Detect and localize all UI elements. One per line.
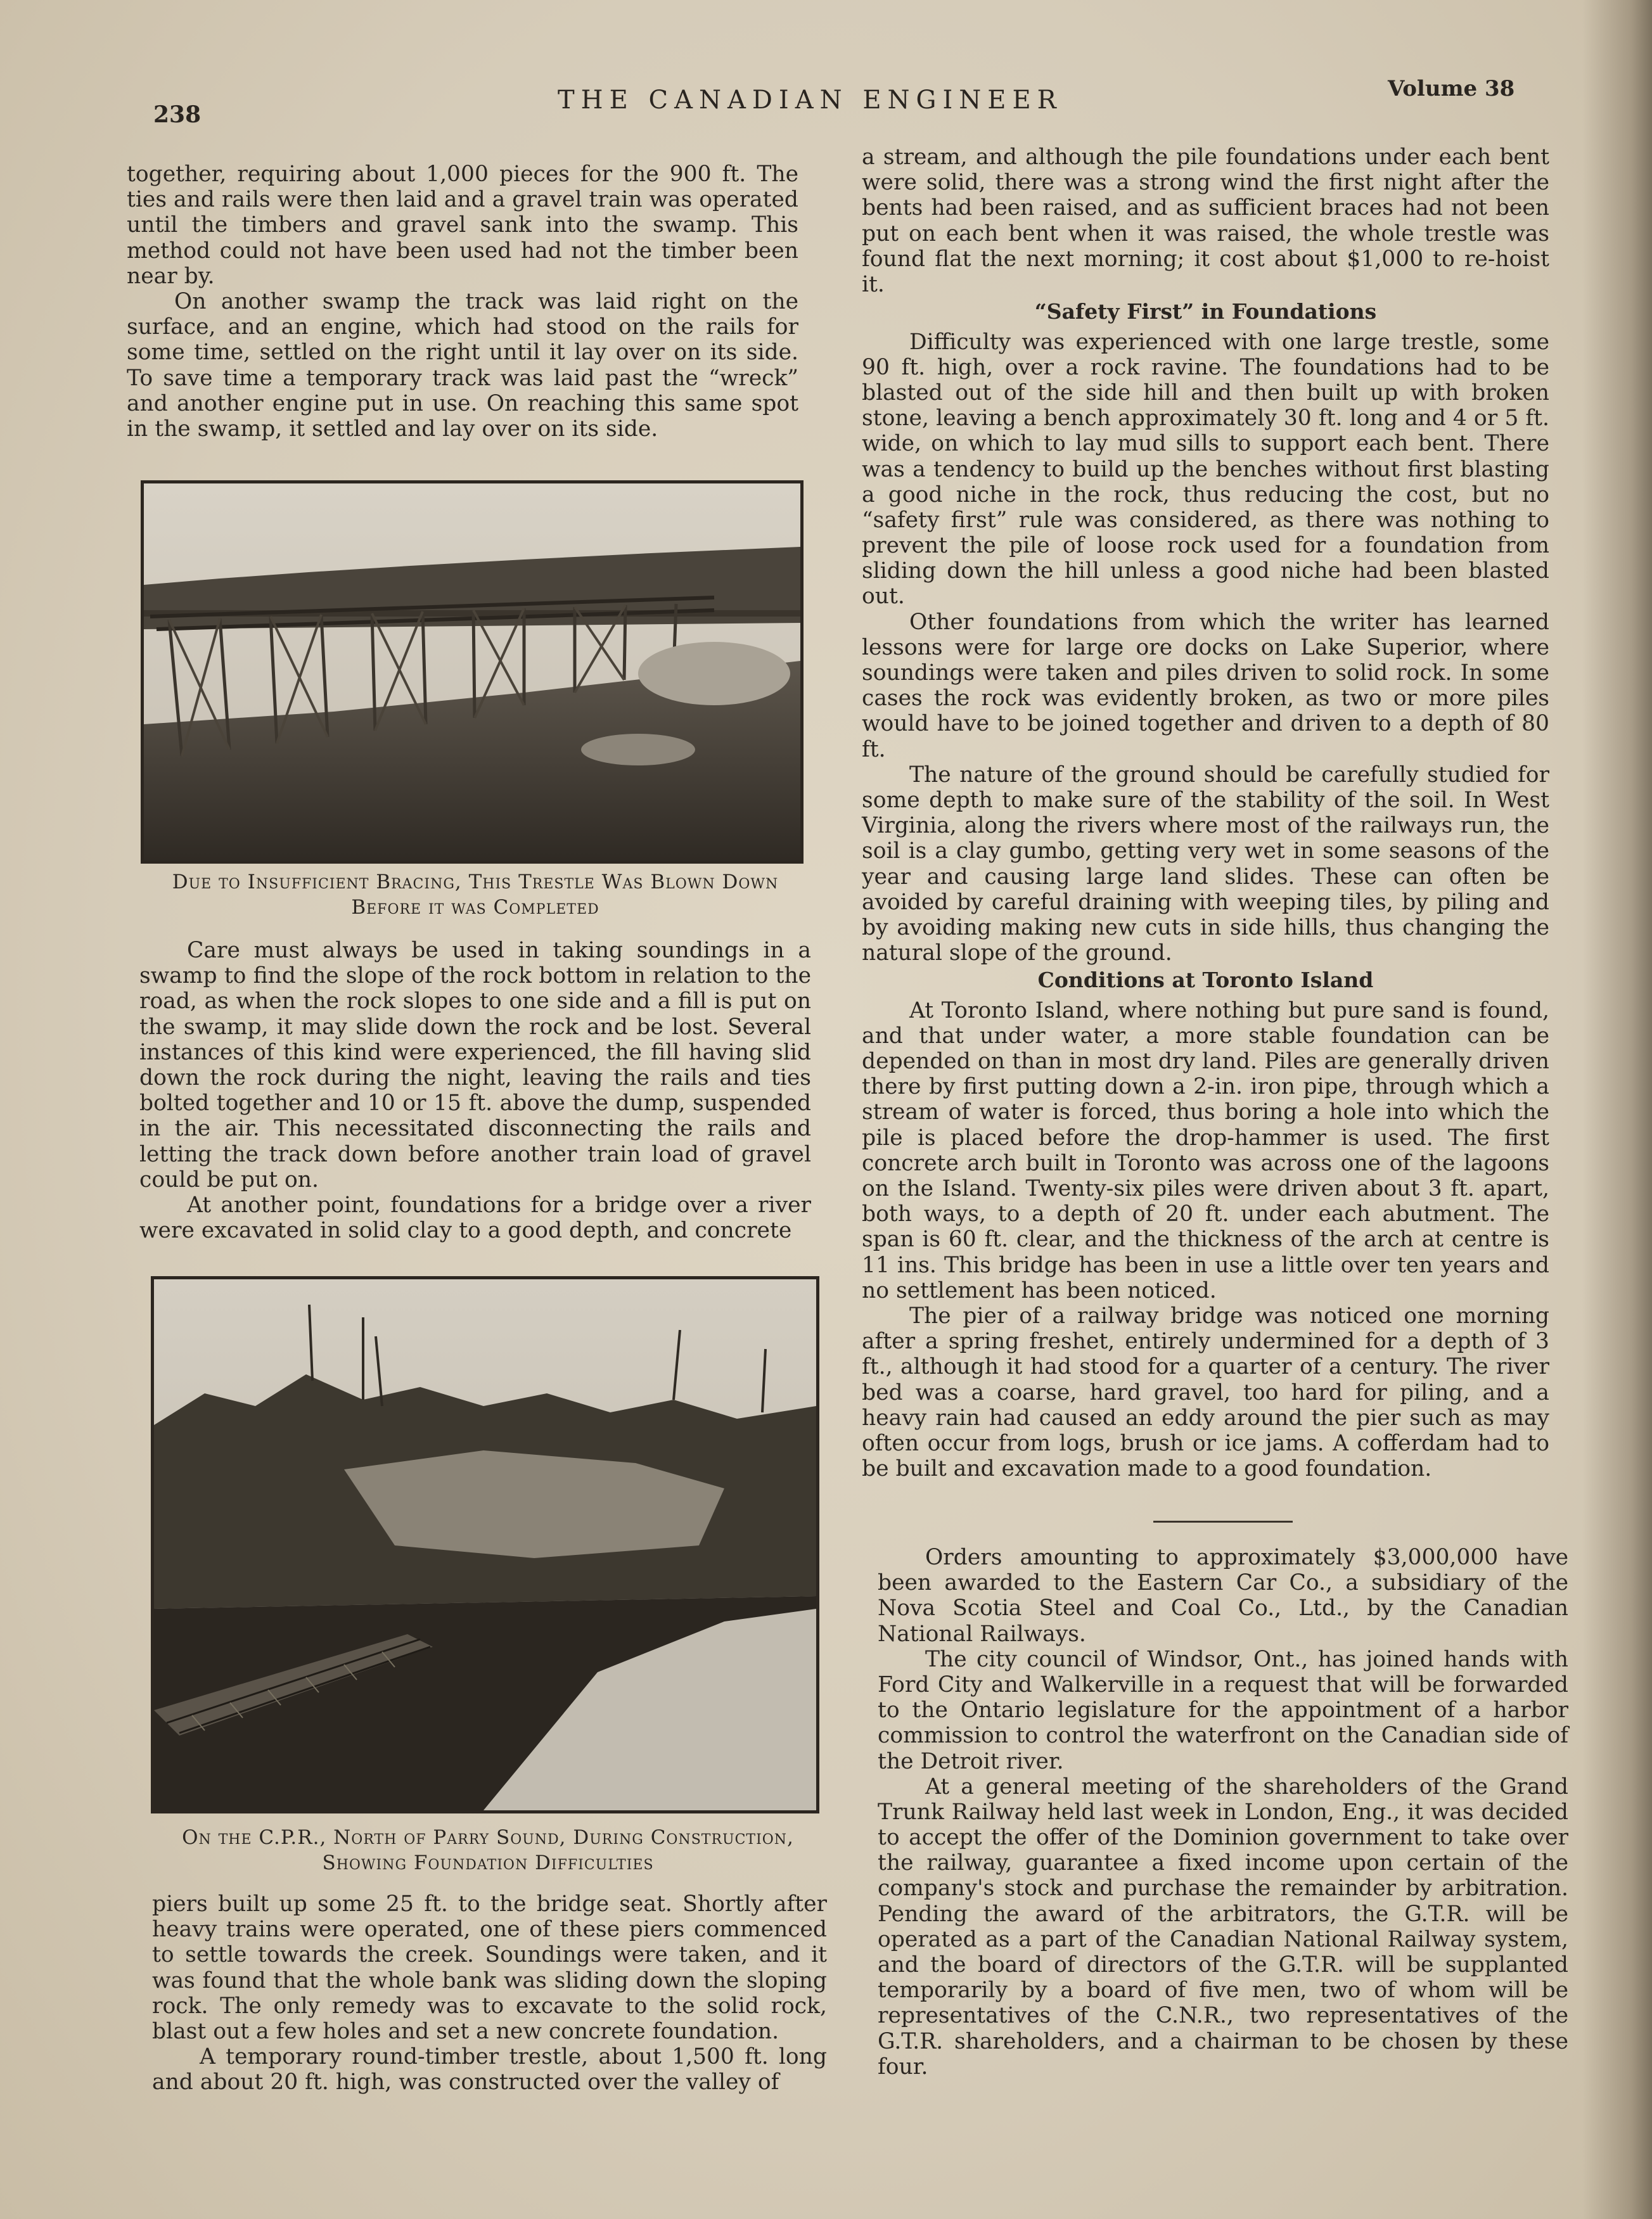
paragraph: The nature of the ground should be carefully studied for some depth to make sure of the stability of the soil. In West Virginia, along the rivers where most of the railways run, the soil is a clay gumbo, getting very wet in some seasons of the year and causing large land slides. These can often be avoided by careful draining with weeping tiles, by piling and by avoiding making new cuts in side hills, thus changing the natural slope of the ground. xyxy=(862,762,1549,966)
railway-construction-photo xyxy=(151,1276,819,1813)
section-heading: Conditions at Toronto Island xyxy=(1037,968,1374,993)
paragraph: At another point, foundations for a bridge over a river were excavated in solid clay to a good depth, and concrete xyxy=(139,1192,811,1244)
paragraph: Difficulty was experienced with one large trestle, some 90 ft. high, over a rock ravine. The foundations had to be blasted out of the side hill and then built up with broken stone, leaving a bench approximately 30 ft. long and 4 or 5 ft. wide, on which to lay mud sills to support each bent. There was a tendency to build up the benches without first blasting a good niche in the rock, thus reducing the cost, but no “safety first” rule was considered, as there was nothing to prevent the pile of loose rock used for a foundation from sliding down the hill unless a good niche had been blasted out. xyxy=(862,329,1549,610)
trestle-photo xyxy=(141,480,804,864)
left-column-bottom xyxy=(152,1891,827,2095)
left-column-middle xyxy=(139,938,811,1243)
section-heading: “Safety First” in Foundations xyxy=(1034,299,1377,324)
paragraph: Other foundations from which the writer has learned lessons were for large ore docks on Lake Superior, where soundings were taken and piles driven to solid rock. In some cases the rock was evidently broken, as two or more piles would have to be joined together and driven to a depth of 80 ft. xyxy=(862,609,1549,762)
photo-caption: Due to Insufficient Bracing, This Trestle Was Blown Down Before it was Completed xyxy=(172,871,779,919)
paragraph: The pier of a railway bridge was noticed one morning after a spring freshet, entirely undermined for a depth of 3 ft., although it had stood for a quarter of a century. The river bed was a coarse, hard gravel, too hard for piling, and a heavy rain had caused an eddy around the pier such as may often occur from logs, brush or ice jams. A cofferdam had to be built and excavation made to a good foundation. xyxy=(862,1303,1549,1482)
section-divider xyxy=(1153,1521,1293,1523)
right-column-bottom xyxy=(878,1545,1568,2080)
paragraph: together, requiring about 1,000 pieces for the 900 ft. The ties and rails were then laid and a gravel train was operated until the timbers and gravel sank into the swamp. This method could not have been used had not the timber been near by. xyxy=(127,162,798,289)
paragraph: At a general meeting of the shareholders of the Grand Trunk Railway held last week in London, Eng., it was decided to accept the offer of the Dominion government to take over the railway, guarantee a fixed income upon certain of the company's stock and purchase the remainder by arbitration. Pending the award of the arbitrators, the G.T.R. will be operated as a part of the Canadian National Railway system, and the board of directors of the G.T.R. will be supplanted temporarily by a board of five men, two of whom will be representatives of the C.N.R., two representatives of the G.T.R. shareholders, and a chairman to be chosen by these four. xyxy=(878,1774,1568,2080)
volume-label: Volume 38 xyxy=(1388,76,1515,101)
paragraph: piers built up some 25 ft. to the bridge seat. Shortly after heavy trains were operated, one of these piers commenced to settle towards the creek. Soundings were taken, and it was found that the whole bank was sliding down the sloping rock. The only remedy was to excavate to the solid rock, blast out a few holes and set a new concrete foundation. xyxy=(152,1891,827,2044)
paragraph: Care must always be used in taking soundings in a swamp to find the slope of the rock bottom in relation to the road, as when the rock slopes to one side and a fill is put on the swamp, it may slide down the rock and be lost. Several instances of this kind were experienced, the fill having slid down the rock during the night, leaving the rails and ties bolted together and 10 or 15 ft. above the dump, suspended in the air. This necessitated disconnecting the rails and letting the track down before another train load of gravel could be put on. xyxy=(139,938,811,1193)
page-edge-shadow xyxy=(1582,0,1652,2219)
left-column-top xyxy=(127,162,798,442)
paragraph: On another swamp the track was laid right on the surface, and an engine, which had stood on the rails for some time, settled on the right until it lay over on its side. To save time a temporary track was laid past the “wreck” and another engine put in use. On reaching this same spot in the swamp, it settled and lay over on its side. xyxy=(127,288,798,442)
page-number: 238 xyxy=(153,101,202,128)
paragraph: The city council of Windsor, Ont., has joined hands with Ford City and Walkerville in a request that will be forwarded to the Ontario legislature for the appointment of a harbor commission to control the waterfront on the Canadian side of the Detroit river. xyxy=(878,1646,1568,1774)
right-column-top xyxy=(862,144,1549,1481)
photo-caption: On the C.P.R., North of Parry Sound, During Construction, Showing Foundation Difficulties xyxy=(182,1826,794,1875)
paragraph: Orders amounting to approximately $3,000,000 have been awarded to the Eastern Car Co., a subsidiary of the Nova Scotia Steel and Coal Co., Ltd., by the Canadian National Railways. xyxy=(878,1545,1568,1647)
paragraph: At Toronto Island, where nothing but pure sand is found, and that under water, a more stable foundation can be depended on than in most dry land. Piles are generally driven there by first putting down a 2-in. iron pipe, through which a stream of water is forced, thus boring a hole into which the pile is placed before the drop-hammer is used. The first concrete arch built in Toronto was across one of the lagoons on the Island. Twenty-six piles were driven about 3 ft. apart, both ways, to a depth of 20 ft. under each abutment. The span is 60 ft. clear, and the thickness of the arch at centre is 11 ins. This bridge has been in use a little over ten years and no settlement has been noticed. xyxy=(862,997,1549,1303)
paragraph: A temporary round-timber trestle, about 1,500 ft. long and about 20 ft. high, was constructed over the valley of xyxy=(152,2044,827,2095)
running-head: THE CANADIAN ENGINEER xyxy=(558,86,1063,115)
paragraph: a stream, and although the pile foundations under each bent were solid, there was a strong wind the first night after the bents had been raised, and as sufficient braces had not been put on each bent when it was raised, the whole trestle was found flat the next morning; it cost about $1,000 to re-hoist it. xyxy=(862,144,1549,297)
